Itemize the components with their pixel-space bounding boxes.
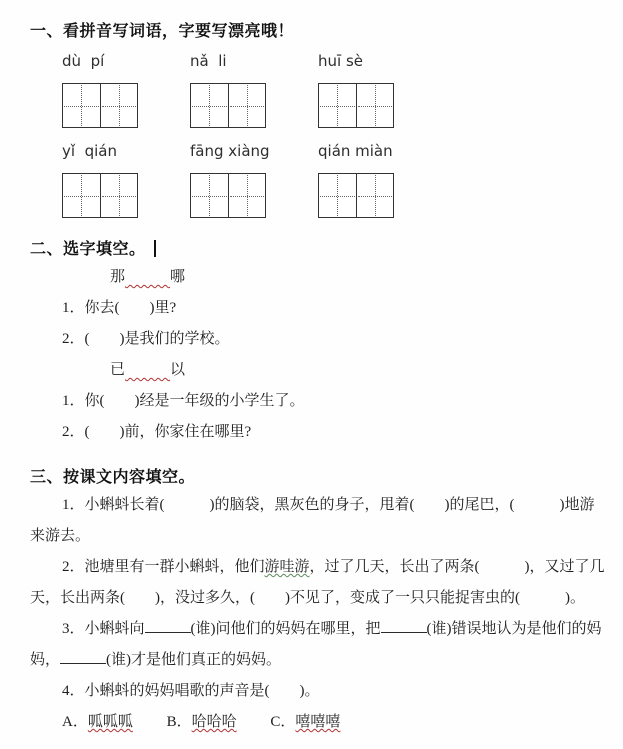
grid-cell (191, 174, 228, 217)
pinyin-column (190, 142, 270, 218)
option-prefix: A． (62, 714, 88, 730)
option-word: 呱呱呱 (87, 714, 133, 730)
section2-title-text: 二、选字填空。 (30, 241, 146, 258)
tianzige-grid (62, 173, 138, 218)
wavy-blank (125, 269, 170, 285)
grid-cell (100, 174, 138, 217)
wavy-blank (125, 362, 170, 378)
option-word: 哈哈哈 (191, 714, 237, 730)
question-2-post: ，过了几天，长出了两条( )，又过了几天，长出两条( )，没过多久，( )不见了，变成了一只只能捉害虫的( )。 (30, 559, 605, 606)
grid-cell (228, 84, 266, 127)
pinyin-column (190, 52, 266, 128)
grid-cell (100, 84, 138, 127)
question-text: 2．( )前，你家住在哪里? (62, 424, 252, 440)
grid-cell (228, 174, 266, 217)
grammar-check-word: 游哇游 (264, 559, 310, 575)
grid-cell (63, 174, 100, 217)
underline-blank (145, 632, 191, 633)
answer-options (62, 707, 607, 738)
grid-cell (356, 174, 394, 217)
option-b (167, 714, 237, 730)
question-text: 2．( )是我们的学校。 (62, 331, 230, 347)
pinyin-grid-row-2 (62, 142, 607, 218)
tianzige-grid (190, 83, 266, 128)
pinyin-label: yǐ qián (62, 142, 117, 160)
grid-cell (356, 84, 394, 127)
tianzige-grid (190, 173, 266, 218)
question-3-seg: (谁)错误地认为是他们的妈妈， (30, 621, 602, 668)
pinyin-label: nǎ li (190, 52, 227, 70)
section1-title: 一、看拼音写词语，字要写漂亮哦！ (30, 23, 295, 40)
question-1: 1．小蝌蚪长着( )的脑袋，黑灰色的身子，甩着( )的尾巴，( )地游来游去。 (30, 497, 595, 544)
tianzige-grid (62, 83, 138, 128)
choice-left-char: 已 (110, 362, 126, 378)
grid-cell (191, 84, 228, 127)
pinyin-column (318, 52, 394, 128)
grid-cell (319, 84, 356, 127)
question-2 (30, 552, 607, 614)
choice-right-char: 哪 (170, 269, 186, 285)
pinyin-label: qián miàn (318, 142, 393, 160)
question-3-seg: (谁)问他们的妈妈在哪里，把 (190, 621, 381, 637)
section3-title: 三、按课文内容填空。 (30, 469, 196, 486)
choice-right-char: 以 (170, 362, 186, 378)
pinyin-column (62, 52, 138, 128)
pinyin-label: fāng xiàng (190, 142, 270, 160)
choice-left-char: 那 (110, 269, 126, 285)
pinyin-label: dù pí (62, 52, 105, 70)
question-4: 4．小蝌蚪的妈妈唱歌的声音是( )。 (62, 683, 320, 699)
tianzige-grid (318, 83, 394, 128)
choice-pair-yi (110, 355, 607, 386)
grid-cell (63, 84, 100, 127)
section-fill-from-text (30, 466, 607, 738)
option-c (270, 714, 340, 730)
question-3-seg: (谁)才是他们真正的妈妈。 (106, 652, 282, 668)
underline-blank (60, 663, 106, 664)
option-word: 嘻嘻嘻 (295, 714, 341, 730)
section-pinyin-words (30, 20, 607, 218)
pinyin-grid-row-1 (62, 52, 607, 128)
pinyin-column (318, 142, 394, 218)
question-text: 1．你去( )里? (62, 300, 177, 316)
pinyin-label: huī sè (318, 52, 363, 70)
question-2-pre: 2．池塘里有一群小蝌蚪，他们 (62, 559, 265, 575)
section-choose-character (30, 238, 607, 448)
question-text: 1．你( )经是一年级的小学生了。 (62, 393, 305, 409)
grid-cell (319, 174, 356, 217)
question-3 (30, 614, 607, 676)
option-prefix: C． (270, 714, 296, 730)
underline-blank (381, 632, 427, 633)
question-3-seg: 3．小蝌蚪向 (62, 621, 145, 637)
tianzige-grid (318, 173, 394, 218)
section2-title (30, 238, 607, 262)
choice-pair-na (110, 262, 607, 293)
option-a (62, 714, 133, 730)
option-prefix: B． (166, 714, 192, 730)
text-cursor (154, 240, 156, 257)
pinyin-column (62, 142, 138, 218)
